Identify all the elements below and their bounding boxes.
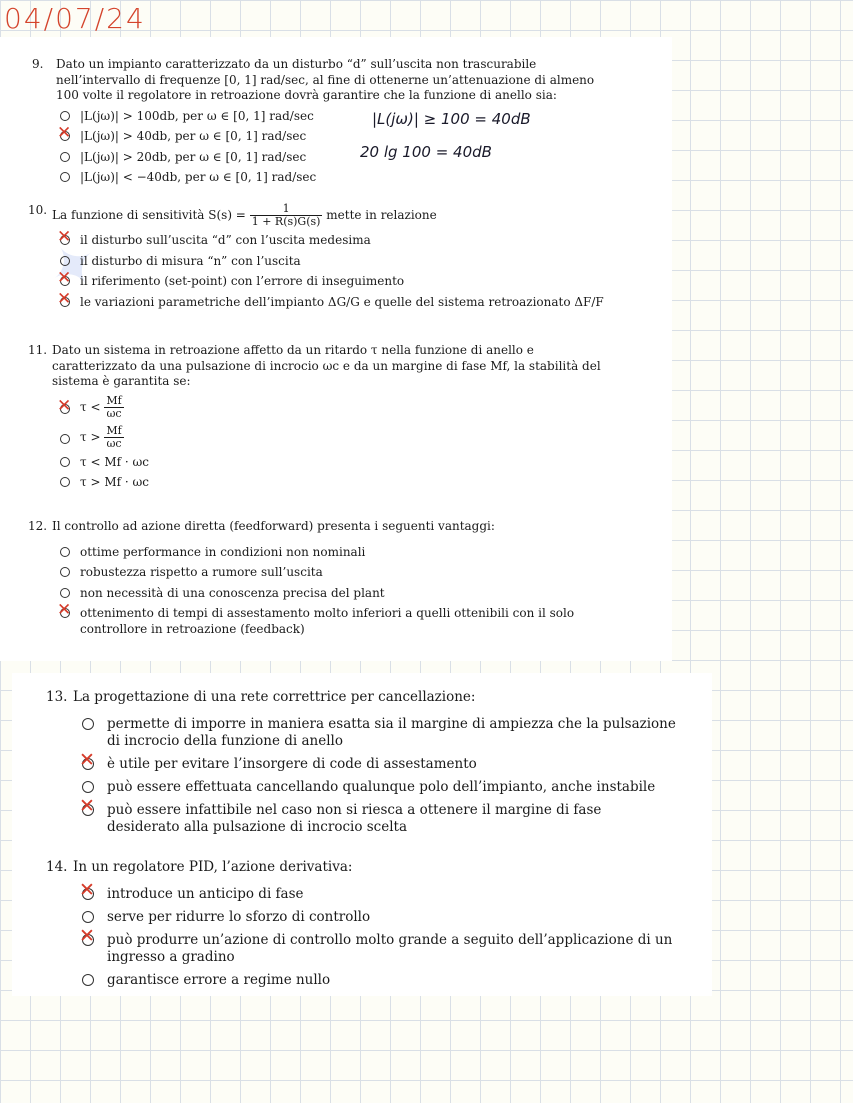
question-text: Il controllo ad azione diretta (feedforward) presenta i seguenti vantaggi: [52,519,495,533]
option[interactable]: ✕ può produrre un’azione di controllo molto grande a seguito dell’applicazione di un ingresso a gradino [82,932,676,966]
exam-sheet-1 [0,37,672,661]
radio-button-checked[interactable] [82,934,94,946]
question-12 [28,519,608,642]
option[interactable]: non necessità di una conoscenza precisa del plant [60,586,608,602]
radio-button-checked[interactable] [60,404,70,414]
option[interactable]: permette di imporre in maniera esatta sia il margine di ampiezza che la pulsazione di incrocio della funzione di anello [82,716,676,750]
option[interactable]: ✕ τ < $\frac{Mf}{\omega c}$ [60,395,608,420]
radio-button[interactable] [60,457,70,467]
option[interactable]: |L(jω)| < −40db, per ω ∈ [0, 1] rad/sec [60,170,612,186]
question-text: Dato un sistema in retroazione affetto da un ritardo τ nella funzione di anello e caratterizzato da una pulsazione di incrocio ωc e da un margine di fase Mf, la stabilità del sistema è garantita se: [52,343,601,388]
option[interactable]: ✕ è utile per evitare l’insorgere di code di assestamento [82,756,676,773]
radio-button[interactable] [60,567,70,577]
radio-button[interactable] [82,718,94,730]
question-11 [28,343,608,496]
question-text: La funzione di sensitività S(s) = [52,208,246,222]
radio-button-checked[interactable] [60,131,70,141]
radio-button-checked[interactable] [60,276,70,286]
option[interactable]: il disturbo di misura “n” con l’uscita [60,254,648,270]
radio-button-checked[interactable] [82,888,94,900]
option[interactable]: ✕ introduce un anticipo di fase [82,886,676,903]
option[interactable]: ✕ le variazioni parametriche dell’impianto ΔG/G e quelle del sistema retroazionato ΔF/F [60,295,648,311]
handwritten-date: 04/07/24 [4,2,146,35]
option[interactable]: τ < Mf · ωc [60,455,608,471]
option[interactable]: garantisce errore a regime nullo [82,972,676,989]
radio-button[interactable] [60,111,70,121]
question-number: 12. [28,519,48,533]
option[interactable]: |L(jω)| > 100db, per ω ∈ [0, 1] rad/sec [60,109,612,125]
question-number: 10. [28,203,48,217]
option[interactable]: ✕ il riferimento (set-point) con l’errore di inseguimento [60,274,648,290]
radio-button-checked[interactable] [60,297,70,307]
radio-button[interactable] [82,911,94,923]
option[interactable]: robustezza rispetto a rumore sull’uscita [60,565,608,581]
option[interactable]: ✕ |L(jω)| > 40db, per ω ∈ [0, 1] rad/sec [60,129,612,145]
question-number: 11. [28,343,48,357]
question-number: 13. [46,689,68,705]
fraction: $\frac{1}{1 + R(s)G(s)}$ [251,202,321,228]
option[interactable]: τ > Mf · ωc [60,475,608,491]
question-number: 9. [32,57,44,71]
option[interactable]: ✕ il disturbo sull’uscita “d” con l’uscita medesima [60,233,648,249]
handwritten-note: 20 lg 100 = 40dB [360,143,492,161]
radio-button[interactable] [60,172,70,182]
radio-button[interactable] [60,588,70,598]
exam-sheet-2 [12,673,712,996]
question-14 [46,859,676,995]
question-text: La progettazione di una rete correttrice per cancellazione: [73,689,476,705]
radio-button[interactable] [60,152,70,162]
watermark-logo: ✦ [33,223,115,310]
radio-button[interactable] [82,781,94,793]
question-text: Dato un impianto caratterizzato da un disturbo “d” sull’uscita non trascurabile nell’intervallo di frequenze [0, 1] rad/sec, al fine di ottenerne un’attenuazione di almeno 100 volte il regolatore in retroazione dovrà garantire che la funzione di anello sia: [56,57,595,102]
question-10: 10. La funzione di sensitività S(s) = $\frac{1}{1 + R(s)G(s)}$ mette in relazione ✕ il disturbo sull’uscita “d” con l’uscita medesima il disturbo di misura “n” con l’uscita ✕ il riferimento (set-point) con l’errore di inseguimento ✕ le variazioni parametriche dell’impianto ΔG/G e quelle del sistema retroazionato ΔF/F [28,203,648,315]
handwritten-note: |L(jω)| ≥ 100 = 40dB [372,110,531,128]
option[interactable]: |L(jω)| > 20db, per ω ∈ [0, 1] rad/sec [60,150,612,166]
radio-button-checked[interactable] [60,608,70,618]
radio-button-checked[interactable] [82,758,94,770]
radio-button-checked[interactable] [60,235,70,245]
radio-button[interactable] [60,477,70,487]
radio-button[interactable] [60,434,70,444]
radio-button[interactable] [82,974,94,986]
option[interactable]: ottime performance in condizioni non nominali [60,545,608,561]
question-number: 14. [46,859,68,875]
option[interactable]: serve per ridurre lo sforzo di controllo [82,909,676,926]
radio-button[interactable] [60,256,70,266]
option[interactable]: ✕ ottenimento di tempi di assestamento molto inferiori a quelli ottenibili con il solo controllore in retroazione (feedback) [60,606,608,637]
option[interactable]: τ > $\frac{Mf}{\omega c}$ [60,425,608,450]
radio-button[interactable] [60,547,70,557]
option[interactable]: ✕ può essere infattibile nel caso non si riesca a ottenere il margine di fase desiderato alla pulsazione di incrocio scelta [82,802,676,836]
question-13 [46,689,676,842]
radio-button-checked[interactable] [82,804,94,816]
option[interactable]: può essere effettuata cancellando qualunque polo dell’impianto, anche instabile [82,779,676,796]
question-text: In un regolatore PID, l’azione derivativa: [73,859,353,875]
